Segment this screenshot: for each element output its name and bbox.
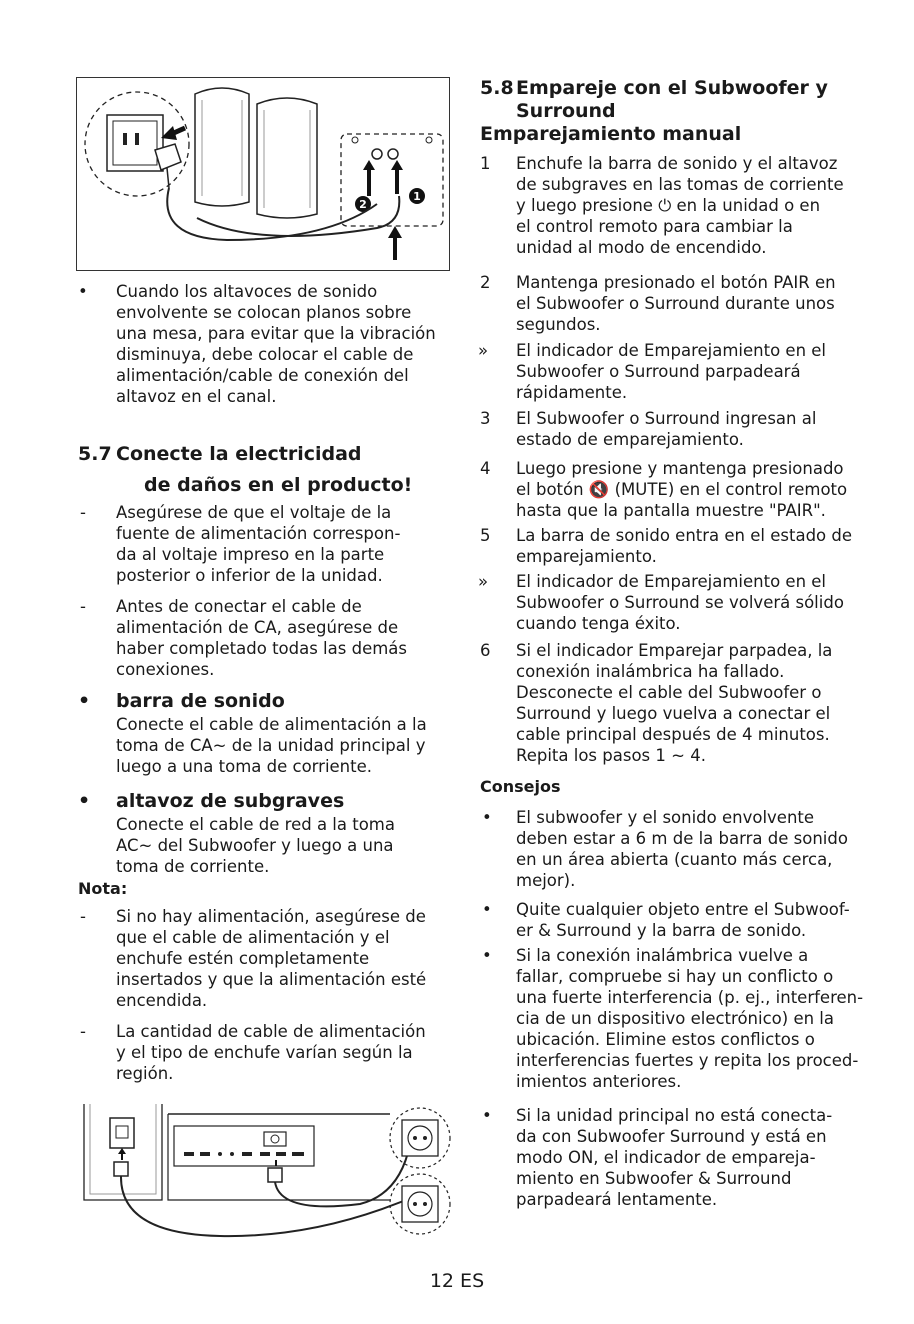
text-line: conexión inalámbrica ha fallado. xyxy=(516,662,785,681)
speaker-placement-bullet: • xyxy=(78,282,88,301)
tip-1-text xyxy=(516,807,888,891)
text-line: AC~ del Subwoofer y luego a una xyxy=(116,836,394,855)
step-number: 3 xyxy=(480,409,491,428)
text-line: enchufe estén completamente xyxy=(116,949,370,968)
result-marker: » xyxy=(478,572,489,591)
dash-marker: - xyxy=(80,503,86,522)
title-line: Empareje con el Subwoofer y xyxy=(516,77,828,99)
text-line: Desconecte el cable del Subwoofer o xyxy=(516,683,822,702)
text-line: deben estar a 6 m de la barra de sonido xyxy=(516,829,848,848)
speaker-power-illustration xyxy=(77,78,449,270)
step-number: 4 xyxy=(480,459,491,478)
text-line: envolvente se colocan planos sobre xyxy=(116,303,412,322)
text-line: imientos anteriores. xyxy=(516,1072,682,1091)
result-1-text xyxy=(516,340,876,403)
speaker-power-figure xyxy=(76,77,450,271)
section-5-7-subtitle: de daños en el producto! xyxy=(144,474,413,496)
subwoofer-instructions xyxy=(116,814,456,877)
text-line: Si el indicador Emparejar parpadea, la xyxy=(516,641,833,660)
text-line: La barra de sonido entra en el estado de xyxy=(516,526,853,545)
nota-label: Nota: xyxy=(78,879,128,898)
subwoofer-bullet: • xyxy=(78,790,91,812)
tip-4-text xyxy=(516,1105,888,1210)
text-line: una fuerte interferencia (p. ej., interferen- xyxy=(516,988,864,1007)
text-line: disminuya, debe colocar el cable de xyxy=(116,345,414,364)
tip-bullet: • xyxy=(482,946,492,965)
text-line: insertados y que la alimentación esté xyxy=(116,970,427,989)
text-line: unidad al modo de encendido. xyxy=(516,238,767,257)
text-line: El indicador de Emparejamiento en el xyxy=(516,572,827,591)
manual-pairing-heading: Emparejamiento manual xyxy=(480,123,742,145)
text-line: fallar, compruebe si hay un conflicto o xyxy=(516,967,834,986)
soundbar-instructions xyxy=(116,714,461,777)
step-2-text xyxy=(516,272,876,335)
power-connection-figure xyxy=(80,1104,456,1254)
text-line: Quite cualquier objeto entre el Subwoof- xyxy=(516,900,850,919)
text-line: y el tipo de enchufe varían según la xyxy=(116,1043,413,1062)
text-line: posterior o inferior de la unidad. xyxy=(116,566,383,585)
text-line: Subwoofer o Surround parpadeará xyxy=(516,362,801,381)
text-line: cuando tenga éxito. xyxy=(516,614,681,633)
text-line: en un área abierta (cuanto más cerca, xyxy=(516,850,833,869)
text-line: segundos. xyxy=(516,315,601,334)
tip-3-text xyxy=(516,945,888,1092)
soundbar-heading: barra de sonido xyxy=(116,690,285,712)
text-line: altavoz en el canal. xyxy=(116,387,277,406)
step-3-text xyxy=(516,408,876,450)
text-line: Si no hay alimentación, asegúrese de xyxy=(116,907,426,926)
nota-power-note xyxy=(116,906,461,1011)
text-line: Asegúrese de que el voltaje de la xyxy=(116,503,392,522)
text-line: da al voltaje impreso en la parte xyxy=(116,545,385,564)
section-5-8-number: 5.8 xyxy=(480,77,514,99)
connections-note xyxy=(116,596,456,680)
speaker-placement-note xyxy=(116,281,456,407)
text-line: emparejamiento. xyxy=(516,547,657,566)
text-line: El subwoofer y el sonido envolvente xyxy=(516,808,815,827)
tip-bullet: • xyxy=(482,1106,492,1125)
text-line: Surround y luego vuelva a conectar el xyxy=(516,704,831,723)
text-line: La cantidad de cable de alimentación xyxy=(116,1022,426,1041)
text-line: y luego presione ⏻ en la unidad o en xyxy=(516,196,821,215)
text-line: haber completado todas las demás xyxy=(116,639,407,658)
text-line: Subwoofer o Surround se volverá sólido xyxy=(516,593,844,612)
text-line: Mantenga presionado el botón PAIR en xyxy=(516,273,836,292)
text-line: modo ON, el indicador de empareja- xyxy=(516,1148,816,1167)
text-line: parpadeará lentamente. xyxy=(516,1190,718,1209)
text-line: ubicación. Elimine estos conflictos o xyxy=(516,1030,815,1049)
text-line: miento en Subwoofer & Surround xyxy=(516,1169,792,1188)
text-line: región. xyxy=(116,1064,174,1083)
step-4-text xyxy=(516,458,876,521)
text-line: luego a una toma de corriente. xyxy=(116,757,372,776)
text-line: conexiones. xyxy=(116,660,215,679)
nota-cable-note xyxy=(116,1021,461,1084)
text-line: el botón 🔇 (MUTE) en el control remoto xyxy=(516,480,848,499)
text-line: toma de corriente. xyxy=(116,857,270,876)
text-line: el control remoto para cambiar la xyxy=(516,217,793,236)
text-line: Cuando los altavoces de sonido xyxy=(116,282,378,301)
step-number: 6 xyxy=(480,641,491,660)
text-line: cia de un dispositivo electrónico) en la xyxy=(516,1009,834,1028)
text-line: cable principal después de 4 minutos. xyxy=(516,725,830,744)
section-5-8-title xyxy=(516,77,828,123)
text-line: mejor). xyxy=(516,871,576,890)
text-line: una mesa, para evitar que la vibración xyxy=(116,324,436,343)
subwoofer-heading: altavoz de subgraves xyxy=(116,790,345,812)
text-line: El Subwoofer o Surround ingresan al xyxy=(516,409,817,428)
text-line: el Subwoofer o Surround durante unos xyxy=(516,294,835,313)
text-line: er & Surround y la barra de sonido. xyxy=(516,921,807,940)
badge-1: 1 xyxy=(413,190,421,203)
text-line: El indicador de Emparejamiento en el xyxy=(516,341,827,360)
step-number: 1 xyxy=(480,154,491,173)
section-5-7-title: Conecte la electricidad xyxy=(116,443,362,465)
section-5-7-number: 5.7 xyxy=(78,443,112,465)
dash-marker: - xyxy=(80,907,86,926)
text-line: da con Subwoofer Surround y está en xyxy=(516,1127,827,1146)
text-line: toma de CA~ de la unidad principal y xyxy=(116,736,426,755)
title-line: Surround xyxy=(516,100,616,122)
text-line: de subgraves en las tomas de corriente xyxy=(516,175,844,194)
text-line: hasta que la pantalla muestre "PAIR". xyxy=(516,501,826,520)
step-number: 2 xyxy=(480,273,491,292)
step-1-text xyxy=(516,153,876,258)
page-number: 12 ES xyxy=(429,1270,485,1292)
text-line: alimentación/cable de conexión del xyxy=(116,366,409,385)
dash-marker: - xyxy=(80,1022,86,1041)
text-line: Antes de conectar el cable de xyxy=(116,597,362,616)
text-line: Si la unidad principal no está conecta- xyxy=(516,1106,833,1125)
text-line: alimentación de CA, asegúrese de xyxy=(116,618,399,637)
text-line: Repita los pasos 1 ~ 4. xyxy=(516,746,706,765)
dash-marker: - xyxy=(80,597,86,616)
text-line: Si la conexión inalámbrica vuelve a xyxy=(516,946,809,965)
consejos-label: Consejos xyxy=(480,777,561,796)
result-marker: » xyxy=(478,341,489,360)
text-line: rápidamente. xyxy=(516,383,628,402)
tip-bullet: • xyxy=(482,900,492,919)
voltage-note xyxy=(116,502,456,586)
step-5-text xyxy=(516,525,876,567)
text-line: Enchufe la barra de sonido y el altavoz xyxy=(516,154,838,173)
tip-bullet: • xyxy=(482,808,492,827)
text-line: Conecte el cable de alimentación a la xyxy=(116,715,427,734)
step-number: 5 xyxy=(480,526,491,545)
text-line: estado de emparejamiento. xyxy=(516,430,744,449)
soundbar-bullet: • xyxy=(78,690,91,712)
text-line: fuente de alimentación correspon- xyxy=(116,524,401,543)
badge-2: 2 xyxy=(359,198,367,211)
text-line: Luego presione y mantenga presionado xyxy=(516,459,844,478)
text-line: encendida. xyxy=(116,991,208,1010)
result-2-text xyxy=(516,571,876,634)
power-connection-illustration xyxy=(80,1104,456,1254)
text-line: interferencias fuertes y repita los proced- xyxy=(516,1051,859,1070)
text-line: que el cable de alimentación y el xyxy=(116,928,390,947)
text-line: Conecte el cable de red a la toma xyxy=(116,815,395,834)
tip-2-text xyxy=(516,899,888,941)
step-6-text xyxy=(516,640,876,766)
